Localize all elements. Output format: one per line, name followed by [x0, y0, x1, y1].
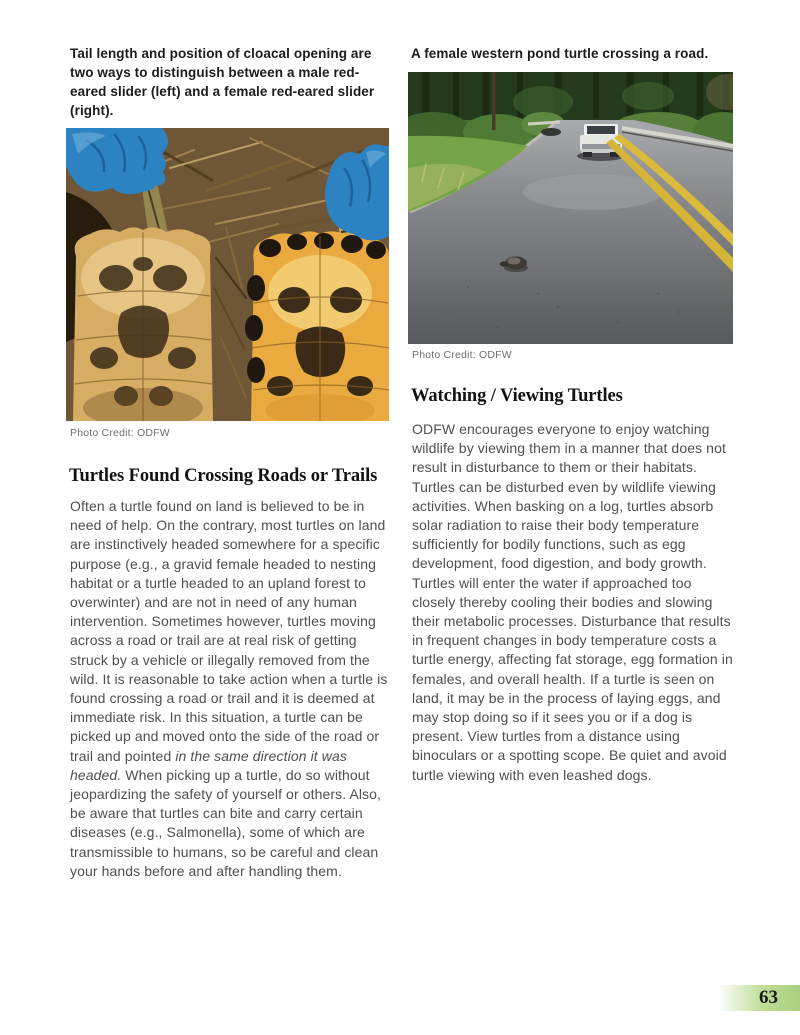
female-slider-plastron [245, 231, 389, 421]
left-body-italic: in the same direction it was headed. [70, 747, 347, 783]
blue-glove-left [66, 128, 168, 194]
right-body-text: ODFW encourages everyone to enjoy watching wildlife by viewing them in a manner that does not result in disturbance to them or their habitats. Turtles can be disturbed even by wildlife viewing activities. When basking on a log, turtles absorb solar radiation to raise their body temperature sufficiently for bodily functions, such as egg development, food digestion, and body growth. Turtles will enter the water if approached too closely thereby cooling their bodies and slowing their metabolic processes. Disturbance that results in frequent changes in body temperature costs a turtle energy, affecting fat storage, egg formation in females, and overall health. If a turtle is seen on land, it may be in the process of laying eggs, and may stop doing so if it sees you or if a dog is present. View turtles from a distance using binoculars or a spotting scope. Be quiet and avoid turtle viewing with even leashed dogs. [412, 421, 733, 783]
left-body-part2: When picking up a turtle, do so without jeopardizing the safety of yourself or others. Also, be aware that turtles can bite and carry certain diseases (e.g., Salmonella), some of which are transmissible to humans, so be careful and clean your hands before and after handling them. [70, 766, 382, 879]
pond-turtle-road-illustration [408, 72, 733, 344]
red-eared-sliders-photo [66, 128, 389, 421]
approaching-truck [577, 124, 625, 161]
utility-pole [492, 72, 496, 130]
page-number-badge: 63 [718, 985, 800, 1011]
right-section-heading: Watching / Viewing Turtles [411, 386, 623, 406]
right-photo-credit: Photo Credit: ODFW [412, 349, 512, 361]
pond-turtle-road-photo [408, 72, 733, 344]
left-section-heading: Turtles Found Crossing Roads or Trails [69, 466, 378, 486]
red-eared-sliders-illustration [66, 128, 389, 421]
male-slider-plastron [73, 227, 213, 421]
left-body-part1: Often a turtle found on land is believed to be in need of help. On the contrary, most turtles on land are instinctively headed somewhere for a specific purpose (e.g., a gravid female headed to nesting habitat or a turtle headed to an upland forest to overwinter) and are not in need of any human intervention. Sometimes however, turtles moving across a road or trail are at real risk of getting struck by a vehicle or illegally removed from the wild. It is reasonable to take action when a turtle is found crossing a road or trail and it is deemed at immediate risk. In this situation, a turtle can be picked up and moved onto the side of the road or trail and pointed [70, 498, 388, 764]
left-photo-credit: Photo Credit: ODFW [70, 427, 170, 439]
left-caption: Tail length and position of cloacal opening are two ways to distinguish between a male red-eared slider (left) and a female red-eared slider (right). [70, 46, 375, 118]
right-caption: A female western pond turtle crossing a road. [411, 46, 709, 61]
left-body-text [70, 497, 394, 881]
